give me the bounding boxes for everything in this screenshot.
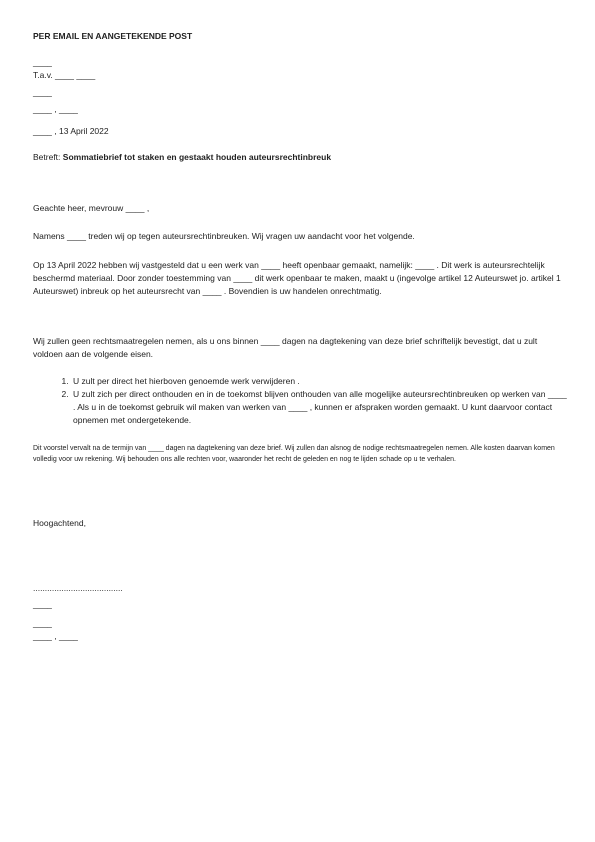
signature-line: ____: [33, 618, 52, 628]
subject-text: Sommatiebrief tot staken en gestaakt houden auteursrechtinbreuk: [62, 152, 332, 162]
address-tav: T.a.v. ____ ____: [33, 70, 96, 80]
subject-label: Betreft:: [33, 152, 61, 162]
list-item: 1. U zult per direct het hierboven genoemde werk verwijderen .: [71, 375, 568, 388]
closing: Hoogachtend,: [33, 518, 86, 528]
body-paragraph: Wij zullen geen rechtsmaatregelen nemen, als u ons binnen ____ dagen na dagtekening van deze brief schriftelijk bevestigt, dat u zult voldoen aan de volgende eisen.: [33, 336, 538, 359]
subject-line: [33, 151, 568, 164]
list-item: 2. U zult zich per direct onthouden en in de toekomst blijven onthouden van alle mogelijke auteursrechtinbreuken op werken van ____ . Als u in de toekomst gebruik wil maken van werken van ____ , kunnen er afspraken worden gemaakt. U kunt daarvoor contact opnemen met ondergetekende.: [71, 388, 568, 427]
signature-line: ......................................: [33, 583, 123, 593]
signature-line: ____ , ____: [33, 631, 78, 641]
salutation: Geachte heer, mevrouw ____ ,: [33, 203, 150, 213]
expiry-note: Dit voorstel vervalt na de termijn van ____ dagen na dagtekening van deze brief. Wij zullen dan alsnog de nodige rechtsmaatregelen nemen. Alle kosten daarvan komen volledig voor uw rekening. Wij behouden ons alle rechten voor, waaronder het recht de geleden en nog te lijden schade op u te verhalen.: [33, 445, 555, 463]
demands-list: [33, 375, 568, 427]
address-line: ____: [33, 87, 52, 97]
address-line: ____ , ____: [33, 104, 78, 114]
body-paragraph: Namens ____ treden wij op tegen auteursrechtinbreuken. Wij vragen uw aandacht voor het volgende.: [33, 231, 415, 241]
signature-name: ____: [33, 599, 52, 609]
signature-block: [33, 582, 568, 643]
body-paragraph: Op 13 April 2022 hebben wij vastgesteld dat u een werk van ____ heeft openbaar gemaakt, namelijk: ____ . Dit werk is auteursrechtelijk beschermd materiaal. Door zonder toestemming van ____ dit werk openbaar te maken, maakt u (ingevolge artikel 12 Auteurswet jo. artikel 1 Auteurswet) inbreuk op het auteursrecht van ____ . Bovendien is uw handelen onrechtmatig.: [33, 260, 561, 296]
delivery-method: PER EMAIL EN AANGETEKENDE POST: [33, 31, 193, 41]
recipient-address: [33, 56, 568, 116]
letter-date: ____ , 13 April 2022: [33, 126, 109, 136]
address-line: ____: [33, 57, 52, 67]
